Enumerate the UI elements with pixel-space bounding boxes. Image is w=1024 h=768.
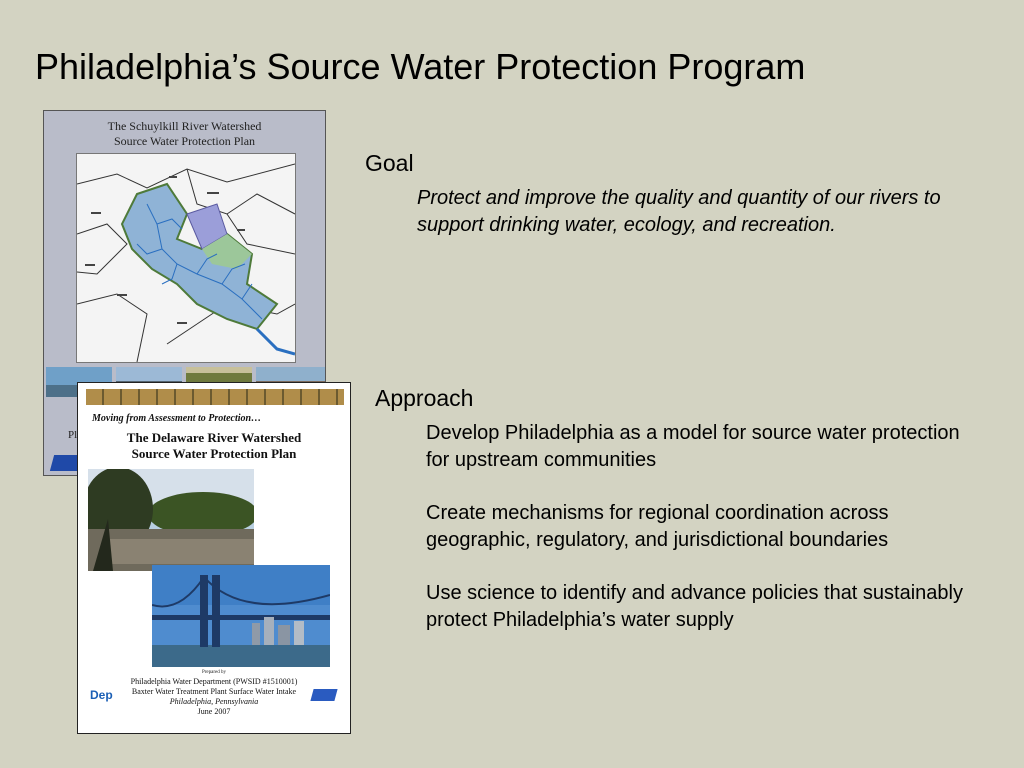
dep-logo-icon: Dep: [90, 688, 113, 702]
goal-text: Protect and improve the quality and quantity of our rivers to support drinking water, ecology, and recreation.: [417, 187, 941, 236]
delaware-cover-org: Philadelphia Water Department (PWSID #1510001): [130, 677, 298, 686]
watershed-map: [76, 153, 296, 363]
goal-heading: Goal: [365, 150, 414, 176]
delaware-cover-title: [78, 430, 350, 462]
river-photo: [88, 469, 254, 571]
approach-heading: Approach: [375, 385, 474, 411]
delaware-cover-title-line2: Source Water Protection Plan: [131, 446, 297, 461]
delaware-cover-intake: Baxter Water Treatment Plant Surface Water Intake: [131, 687, 297, 696]
pwd-logo-icon: [310, 689, 337, 701]
schuylkill-cover-title-line2: Source Water Protection Plan: [113, 134, 256, 148]
schuylkill-cover-title-line1: The Schuylkill River Watershed: [107, 119, 262, 133]
approach-item-1: Develop Philadelphia as a model for source water protection for upstream communities: [426, 422, 960, 471]
delaware-cover-tagline: Moving from Assessment to Protection…: [92, 413, 262, 424]
delaware-cover-location: Philadelphia, Pennsylvania: [169, 697, 259, 706]
delaware-cover-title-line1: The Delaware River Watershed: [126, 430, 302, 445]
bridge-photo: [152, 565, 330, 667]
delaware-cover-prepared-by: Prepared by: [201, 670, 227, 675]
cover-header-strip: [86, 389, 344, 405]
approach-item-2: Create mechanisms for regional coordination across geographic, regulatory, and jurisdictional boundaries: [426, 502, 889, 551]
schuylkill-cover-title: [44, 119, 325, 149]
delaware-cover-date: June 2007: [197, 707, 231, 716]
delaware-cover-info: [78, 677, 350, 717]
schuylkill-cover-footer-text: Pl: [68, 429, 78, 441]
slide-title: Philadelphia’s Source Water Protection Program: [35, 46, 806, 87]
delaware-report-cover: [77, 382, 351, 734]
approach-item-3: Use science to identify and advance policies that sustainably protect Philadelphia’s water supply: [426, 582, 963, 631]
